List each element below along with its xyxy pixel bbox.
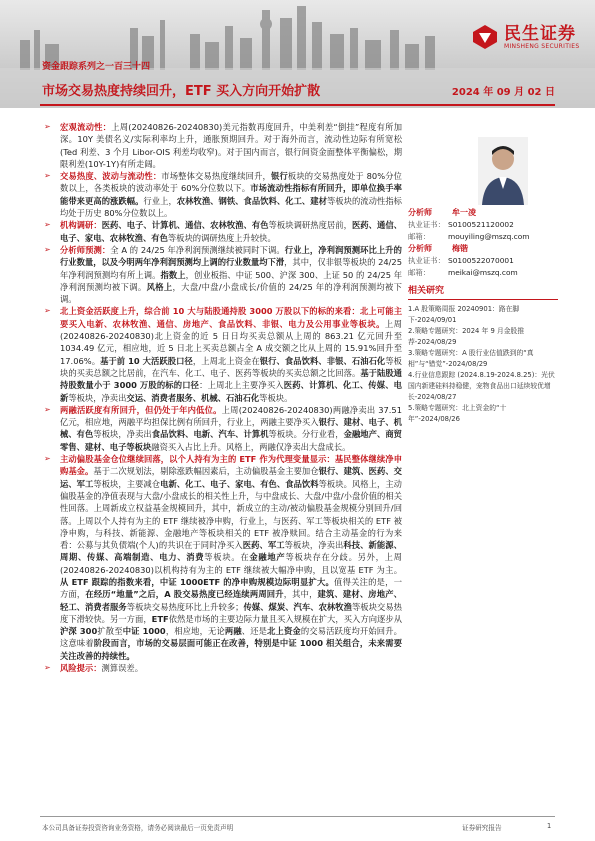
body-text: 市场整体交易热度继续回升， bbox=[161, 171, 272, 182]
bold-text: 银行、建材、电子、机械、有色 bbox=[60, 417, 402, 440]
body-text: 上周(20240826-20240830)两融净卖出 37.51 亿元，相应地，两融平均担保比例有所回升，行业上，两融主要净买入 bbox=[60, 404, 402, 428]
body-text: 等板块。风格上，主动偏股基金的净值表现与大盘/小盘成长的相关性上升，与中盘成长、大盘/中盘/小盘价值的相关性回落。上周新成立权益基金规模回升，其中，新成立的主动/被动偏股基金规模分别回升/回落。上周以个人持有为主的 ETF 继续被净申购，行业上，与医药、军工等板块相关的 ETF 被净申购，与科技、新能源、金融地产等板块相关的 ETF 被净赎回。结合主动基金的行为来看：公募与其负债端(个人)的共识在于同时净买入 bbox=[60, 478, 402, 551]
related-item[interactable]: 3.策略专题研究：A 股行业估值跌到的“真相”与“错觉”-2024/08/29 bbox=[408, 349, 534, 368]
body-text: 基于二次规划法，剔除涨跌幅因素后，主动偏股基金主要加仓 bbox=[93, 466, 319, 477]
brand-logo bbox=[472, 24, 579, 50]
analyst-name: 梅锴 bbox=[452, 244, 468, 253]
footer-report-type: 证券研究报告 bbox=[462, 824, 502, 832]
bold-text: 医药、军工 bbox=[242, 540, 285, 551]
section-heading: 两融活跃度有所回升，但仍处于年内低位。 bbox=[60, 404, 222, 415]
bold-text: 阶段而言，市场的交易层面可能正在改善，特别是中证 1000 相关组合，未来需要关注改善的持续性。 bbox=[60, 638, 402, 661]
bold-text: 中证 1000 bbox=[122, 626, 166, 637]
bullet-arrow-icon: ➢ bbox=[44, 244, 51, 254]
body-text: 上周(20240826-20240830)美元指数再度回升，中美利差“倒挂”程度有所加深。10Y 美债名义/实际利率均上升，通胀预期回升。对于海外而言，流动性边际有所宽松(Ted 利差、3 个月 Libor-OIS 利差均收窄)。对于国内而言，银行间资金面整体平衡偏松，期限利差(10Y-1Y)有所走阔。 bbox=[60, 122, 402, 169]
body-text: 等板块，主要减仓 bbox=[93, 478, 161, 489]
section-paragraph bbox=[42, 170, 402, 219]
cert-label: 执业证书： bbox=[408, 256, 445, 265]
bullet-arrow-icon: ➢ bbox=[44, 220, 51, 230]
email-label: 邮箱： bbox=[408, 232, 431, 241]
bold-text: 食品饮料、电新、汽车、计算机 bbox=[151, 429, 269, 440]
bullet-arrow-icon: ➢ bbox=[44, 404, 51, 414]
bold-text: 科技、新能源、周期、传媒、高端制造、电力、消费 bbox=[60, 540, 402, 563]
logo-text-cn: 民生证券 bbox=[504, 23, 576, 44]
bold-text: 医药、电子、计算机、通信、农林牧渔、有色 bbox=[101, 220, 269, 231]
bold-text: 传媒、煤炭、汽车、农林牧渔 bbox=[243, 601, 352, 612]
body-text: 融资买入占比上升。风格上，两融仅净卖出大盘成长。 bbox=[151, 441, 351, 452]
bold-text: 银行、食品饮料、非银、石油石化 bbox=[259, 355, 386, 366]
bold-text: 农林牧渔、钢铁、食品饮料、化工、建材 bbox=[176, 195, 327, 206]
related-item[interactable]: 1.A 股策略周报 20240901：路在脚下-2024/09/01 bbox=[408, 305, 520, 324]
bullet-arrow-icon: ➢ bbox=[44, 122, 51, 131]
related-research-list bbox=[408, 304, 558, 425]
section-heading: 机构调研： bbox=[60, 220, 102, 231]
analyst-role: 分析师 bbox=[408, 208, 432, 217]
bold-text: 沪深 300 bbox=[60, 626, 98, 637]
bold-text: 医药、通信、电子、家电、农林牧渔、有色 bbox=[60, 220, 402, 243]
bold-text: 风格上 bbox=[146, 281, 173, 292]
body-text: 行业上， bbox=[143, 195, 177, 206]
body-text: ，其中， bbox=[283, 589, 318, 600]
section-heading: 主动偏股基金仓位继续回落，以个人持有为主的 ETF 作为代理变量显示：基民整体继续净申购基金。 bbox=[60, 454, 402, 477]
bold-text: 医药、计算机、化工、传媒、电新 bbox=[60, 380, 402, 403]
body-text: 等板块的调研热度上升较快。 bbox=[167, 232, 276, 243]
title-rule bbox=[40, 104, 555, 106]
sidebar bbox=[408, 207, 558, 425]
body-text: 等板块。在 bbox=[204, 552, 250, 563]
bullet-arrow-icon: ➢ bbox=[44, 663, 51, 673]
email-link[interactable]: meikai@mszq.com bbox=[448, 268, 518, 277]
email-label: 邮箱： bbox=[408, 268, 431, 277]
body-text: 等板块。分行业看， bbox=[268, 429, 344, 440]
section-heading: 分析师预测： bbox=[60, 244, 111, 255]
body-text: 等板块交易热度环比上升较多； bbox=[126, 601, 244, 612]
bullet-arrow-icon: ➢ bbox=[44, 171, 51, 181]
section-paragraph bbox=[42, 219, 402, 244]
cert-number: S0100522070001 bbox=[448, 256, 514, 265]
body-text: 等板块，净卖出 bbox=[284, 540, 344, 551]
body-text: 等板块。 bbox=[259, 392, 293, 403]
bold-text: 建筑、建材、房地产、轻工、消费者服务 bbox=[60, 589, 402, 612]
logo-mark-icon bbox=[472, 24, 498, 50]
body-text: 上周(20240826-20240830)北上资金的近 5 日日均买卖总额从上周的 863.21 亿元回升至 1034.49 亿元，相应地，近 5 日北上买卖总额占全 A 成交额之比从上周的 15.91%回升至 17.06%。 bbox=[60, 318, 402, 366]
bold-text: 交运、消费者服务、机械、石油石化 bbox=[126, 392, 260, 403]
bold-text: ETF bbox=[151, 613, 169, 624]
body-text: ，相应地，无论 bbox=[165, 626, 225, 637]
body-text: 等板块，净卖出 bbox=[68, 392, 127, 403]
bold-text: 银行、建筑、医药、交运、军工 bbox=[60, 466, 402, 489]
body-text: 等板块调研热度居前， bbox=[268, 220, 352, 231]
section-heading: 交易热度、波动与流动性： bbox=[60, 171, 162, 182]
related-research-title: 相关研究 bbox=[408, 285, 558, 300]
related-item[interactable]: 5.策略专题研究：北上资金的“十年”-2024/08/26 bbox=[408, 404, 507, 423]
section-paragraph bbox=[42, 404, 402, 453]
section-heading: 北上资金活跃度上升，综合前 10 大与陆股通持股 3000 万股以下的标的来看：北上可能主要买入电新、农林牧渔、通信、房地产、食品饮料、非银、电力及公用事业等板块。 bbox=[60, 306, 402, 329]
body-text: 等板块的买卖总额之比居前，在汽车、化工、电子、医药等板块的买卖总额之比回落。 bbox=[60, 355, 402, 378]
bold-text: 在经历“地量”之后，A 股交易热度已经连续两周回升 bbox=[85, 589, 284, 600]
body-text: 等板块，净卖出 bbox=[93, 429, 152, 440]
section-paragraph bbox=[42, 244, 402, 305]
section-paragraph bbox=[42, 453, 402, 662]
section-heading: 风险提示： bbox=[60, 663, 102, 674]
logo-text-en: MINSHENG SECURITIES bbox=[504, 42, 580, 50]
body-text: 的交易活跃度均开始回升。这意味着 bbox=[60, 626, 402, 649]
bold-text: 电新、化工、电子、家电、有色、食品饮料 bbox=[160, 478, 319, 489]
body-text: 全 A 的 24/25 年净利润预测继续被同时下调。 bbox=[110, 244, 285, 255]
footer-disclaimer: 本公司具备证券投资咨询业务资格，请务必阅读最后一页免责声明 bbox=[42, 824, 234, 832]
body-text: 扩散至 bbox=[97, 626, 123, 637]
related-item[interactable]: 4.行业信息跟踪 (2024.8.19-2024.8.25)：光伏国内新建硅料持稳健，宠物食品出口延续较优增长-2024/08/27 bbox=[408, 371, 555, 401]
bold-text: 银行 bbox=[271, 171, 288, 182]
body-text: ，其中，仅非银等板块的 24/25 年净利润预测均有所上调。 bbox=[60, 257, 402, 280]
bold-text: 市场流动性指标有所回升，即单位换手率能带来更高的涨跌幅。 bbox=[60, 183, 402, 206]
body-text: 依然是市场的主要边际力量且买入规模在扩大，买入方向逐步从 bbox=[168, 613, 402, 624]
section-paragraph bbox=[42, 305, 402, 403]
body-text: ，大盘/中盘/小盘成长/价值的 24/25 年的净利润预测均被下调。 bbox=[60, 281, 402, 305]
body-text: 等板块交易热度下滑较快。另一方面， bbox=[60, 601, 402, 624]
series-label: 资金跟踪系列之一百三十四 bbox=[42, 62, 151, 72]
bold-text: 金融地产、商贸零售、建材、电子等板块 bbox=[60, 429, 402, 452]
footer-rule bbox=[40, 816, 555, 817]
body-text: 等板块存在分歧。另外，上周(20240826-20240830)以机构持有为主的 ETF 继续被大幅净申购，且以宽基 ETF 为主。 bbox=[60, 552, 402, 575]
bullet-arrow-icon: ➢ bbox=[44, 306, 51, 316]
cert-number: S0100521120002 bbox=[448, 220, 514, 229]
page-number: 1 bbox=[547, 822, 552, 830]
bold-text: 金融地产 bbox=[249, 552, 286, 563]
analyst-block-1 bbox=[408, 207, 558, 243]
bold-text: 从 ETF 跟踪的指数来看，中证 1000ETF 的净申购规模边际明显扩大。 bbox=[60, 576, 335, 587]
related-item[interactable]: 2.策略专题研究：2024 年 9 月金股推荐-2024/08/29 bbox=[408, 327, 525, 346]
body-text: 等板块的流动性指标均处于历史 80%分位数以上。 bbox=[60, 195, 402, 219]
body-text: 值得关注的是，一方面， bbox=[60, 576, 402, 600]
body-text: 板块的交易热度处于 80%分位数以上，各类板块的波动率处于 60%分位数以下。 bbox=[60, 171, 402, 194]
section-paragraph bbox=[42, 121, 402, 170]
body-text: ：上周北上主要净买入 bbox=[199, 380, 284, 391]
bold-text: 两融 bbox=[224, 626, 242, 637]
bullet-arrow-icon: ➢ bbox=[44, 454, 51, 464]
body-text: 测算误差。 bbox=[101, 663, 143, 674]
body-text: 、还是 bbox=[241, 626, 268, 637]
bold-text: 基于前 10 大活跃股口径 bbox=[100, 355, 193, 366]
report-date: 2024 年 09 月 02 日 bbox=[451, 87, 555, 98]
bold-text: 行业上，净利润预测环比上升的行业数量，以及今明两年净利润预测均上调的行业数量均下滑 bbox=[60, 244, 402, 268]
analyst-name: 牟一凌 bbox=[452, 208, 476, 217]
body-text: ，创业板指、中证 500、沪深 300、上证 50 的 24/25 年净利润预测均被下调。 bbox=[60, 269, 402, 292]
analyst-block-2 bbox=[408, 243, 558, 279]
bold-text: 北上资金 bbox=[267, 626, 301, 637]
body-text: ，上周北上资金在 bbox=[192, 355, 260, 366]
analyst-role: 分析师 bbox=[408, 244, 432, 253]
report-body bbox=[42, 121, 402, 674]
section-paragraph bbox=[42, 662, 402, 674]
report-title: 市场交易热度持续回升，ETF 买入方向开始扩散 bbox=[42, 84, 321, 99]
section-heading: 宏观流动性： bbox=[60, 122, 112, 132]
bold-text: 基于陆股通持股数量小于 3000 万股的标的口径 bbox=[60, 367, 402, 391]
bold-text: 指数上 bbox=[160, 269, 186, 280]
email-link[interactable]: mouyiling@mszq.com bbox=[448, 232, 530, 241]
analyst-photo bbox=[478, 137, 528, 205]
cert-label: 执业证书： bbox=[408, 220, 445, 229]
